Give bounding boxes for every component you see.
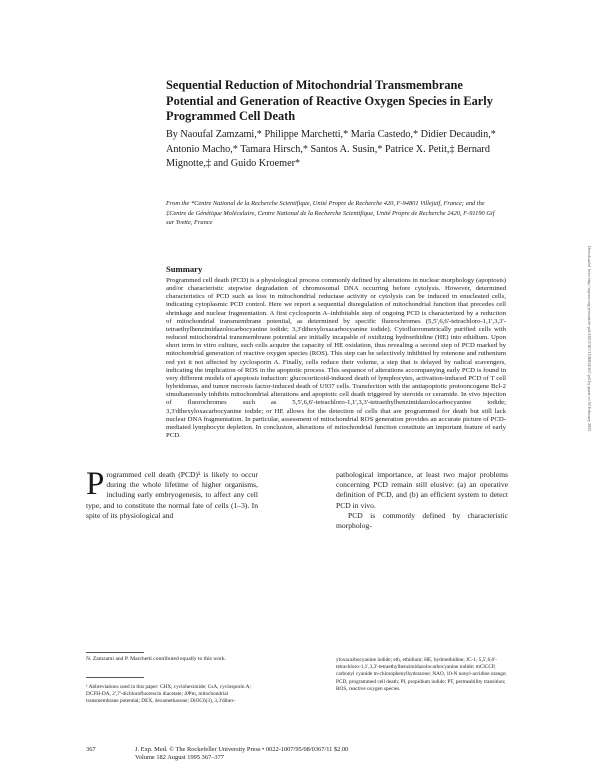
body-paragraph: PCD is commonly defined by characteristic morpholog- [336, 510, 508, 531]
journal-citation [135, 746, 505, 763]
footnote-rule [86, 677, 144, 678]
summary-heading: Summary [166, 264, 203, 274]
download-watermark [584, 246, 594, 666]
abbreviations-footnote-right: yloxacarbocyanine iodide; eth, ethidium; HE, hydroethidine; JC-1, 5,5',6,6'-tetrachloro-1,1',3,3'-tetraethylbenzimidazolocarbocyanine iodide; mClCCP, carbonyl cyanide m-chlorophenylhydrazone; NAO, 10-N nonyl-acridine orange; PCD, programmed cell death; PI, propidium iodide; PT, permeability transition; ROS, reactive oxygen species. [336, 657, 507, 692]
body-column-left [86, 466, 258, 521]
body-column-right [336, 470, 508, 531]
author-list: By Naoufal Zamzami,* Philippe Marchetti,* Maria Castedo,* Didier Decaudin,* Antonio Macho,* Tamara Hirsch,* Santos A. Susin,* Patrice X. Petit,‡ Bernard Mignotte,‡ and Guido Kroemer* [166, 129, 496, 170]
page-number: 367 [86, 746, 96, 753]
abbreviations-footnote-left: ¹ Abbreviations used in this paper: CHX, cycloheximide; CsA, cyclosporin A; DCFH-DA, 2',7'-dichlorofluorescin diacetate; ΔΨm, mitochondrial transmembrane potential; DEX, dexamethasone; DiOC6(3), 3,3'dihex- [86, 684, 251, 705]
journal-line: J. Exp. Med. © The Rockefeller University Press • 0022-1007/95/08/0367/11 $2.00 [135, 746, 349, 753]
affiliation: From the *Centre National de la Recherche Scientifique, Unité Propre de Recherche 420, F-94801 Villejuif, France; and the ‡Centre de Génétique Moléculaire, Centre National de la Recherche Scientifique, Unité Propre de Recherche 2420, F-91190 Gif sur Yvette, France [166, 200, 495, 227]
body-intro-text: rogrammed cell death (PCD)¹ is likely to occur during the whole lifetime of higher organisms, including early embryogenesis, to affect any cell type, and to constitute the normal fate of cells (1–3). In spite of its physiological and [86, 470, 258, 520]
journal-volume-line: Volume 182 August 1995 367–377 [135, 754, 224, 762]
summary-text: Programmed cell death (PCD) is a physiological process commonly defined by alterations in nuclear morphology (apoptosis) and/or characteristic stepwise degradation of chromosomal DNA occurring before cytolysis. However, determined characteristics of PCD such as loss in mitochondrial reductase activity or cytolysis can be induced in enucleated cells, indicating cytoplasmic PCD control. Here we report a sequential disregulation of mitochondrial function that precedes cell shrinkage and nuclear fragmentation. A first cyclosporin A–inhibitable step of ongoing PCD is characterized by a reduction of mitochondrial transmembrane potential, as determined by specific fluorochromes (5,5',6,6'-tetrachloro-1,1',3,3'-tetraethylbenzimidazolocarbocyanine iodide; 3,3'dihexyloxacarbocyanine iodide). Cytofluorometrically purified cells with reduced mitochondrial transmembrane potential are initially incapable of oxidizing hydroethidine (HE) into ethidium. Upon short term in vitro culture, such cells acquire the capacity of HE oxidation, thus revealing a second step of PCD marked by mitochondrial generation of reactive oxygen species (ROS). This step can be selectively inhibited by rotenone and ruthenium red yet it not affected by cyclosporin A. Finally, cells reduce their volume, a step that is delayed by radical scavengers, indicating the implication of ROS in the apoptotic process. This sequence of alterations accompanying early PCD is found in very different models of apoptosis induction: glucocorticoid-induced death of lymphocytes, activation-induced PCD of T cell hybridomas, and tumor necrosis factor-induced death of U937 cells. Transfection with the antiapoptotic protooncogene Bcl-2 simultaneously inhibits mitochondrial alterations and apoptotic cell death triggered by steroids or ceramide. In vivo injection of fluorochromes such as 5,5',6,6'-tetrachloro-1,1',3,3'-tetraethylbenzimidazolocarbocyanine iodide; 3,3'dihexyloxacarbocyanine iodide; or HE allows for the detection of cells that are programmed for death but still lack nuclear DNA fragmentation. In particular, assessment of mitochondrial ROS generation provides an accurate picture of PCD-mediated lymphocyte depletion. In conclusion, alterations of mitochondrial function constitute an important feature of early PCD. [166, 277, 506, 439]
article-title: Sequential Reduction of Mitochondrial Transmembrane Potential and Generation of Reactive Oxygen Species in Early Programmed Cell Death [166, 78, 493, 123]
footnote-rule [86, 652, 144, 653]
contribution-note: N. Zamzami and P. Marchetti contributed equally to this work. [86, 656, 227, 662]
body-paragraph: pathological importance, at least two major problems concerning PCD remain still elusive: (a) an operative definition of PCD, and (b) an efficient system to detect PCD in vivo. [336, 470, 508, 510]
drop-cap: P [86, 466, 105, 502]
download-watermark-text: Downloaded from http://rupress.org/jem/article-pdf/182/2/367/1106814/367.pdf by guest on 03 February 2023 [587, 246, 592, 432]
